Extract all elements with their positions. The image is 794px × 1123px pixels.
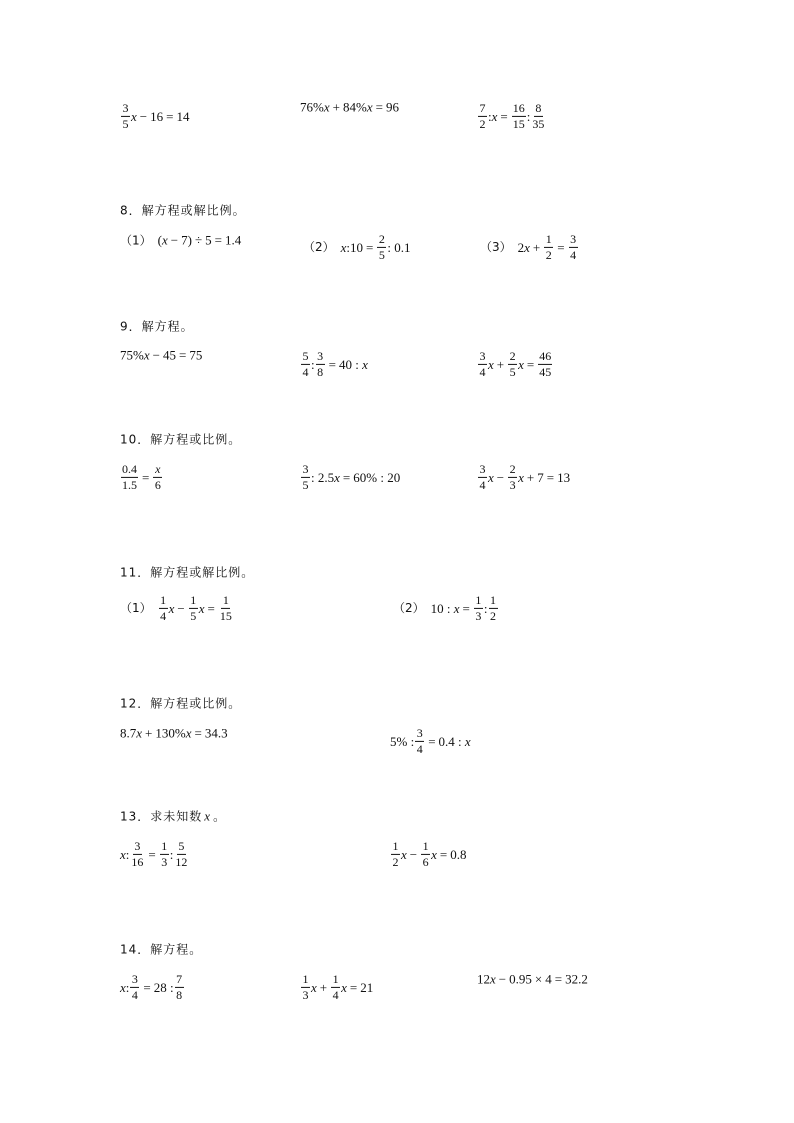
operator: ÷: [194, 232, 203, 248]
variable: x: [120, 846, 126, 862]
term: 4: [545, 971, 552, 987]
fraction: [130, 840, 144, 868]
term: 16: [150, 108, 164, 124]
fraction: [219, 594, 233, 622]
operator: =: [142, 469, 150, 485]
numerator: 1: [190, 592, 197, 607]
operator: =: [166, 108, 174, 124]
term: 75%: [120, 347, 144, 363]
numerator: 1: [222, 592, 229, 607]
q11-heading: [120, 564, 254, 581]
variable: x: [450, 600, 460, 616]
term: 28 :: [153, 979, 174, 995]
denominator: 6: [422, 854, 429, 869]
numerator: 1: [161, 838, 168, 853]
numerator: 46: [539, 348, 552, 363]
fraction: [391, 840, 400, 868]
fraction: [569, 233, 578, 261]
operator: =: [194, 725, 202, 741]
q9-heading: [120, 318, 194, 335]
denominator: 15: [219, 608, 232, 623]
q14-equation-1: [120, 973, 185, 1001]
operator: +: [526, 469, 535, 485]
numerator: 1: [302, 971, 309, 986]
variable: x: [131, 108, 137, 124]
term: 0.4 :: [438, 733, 462, 749]
fraction: [189, 594, 198, 622]
denominator: 45: [539, 364, 552, 379]
fraction: [478, 463, 487, 491]
operator: +: [145, 725, 153, 741]
denominator: 5: [509, 364, 516, 379]
numerator: 3: [131, 971, 138, 986]
term: :10: [346, 239, 364, 255]
item-label: （1）: [120, 233, 152, 247]
variable: x: [358, 356, 368, 372]
term: 40 :: [338, 356, 359, 372]
q14-equation-3: [477, 973, 588, 986]
operator: −: [139, 108, 148, 124]
operator: =: [214, 232, 222, 248]
denominator: 35: [532, 116, 545, 131]
term: 130%: [155, 725, 186, 741]
operator: −: [409, 846, 418, 862]
term: 84%: [342, 99, 367, 115]
denominator: 2: [392, 854, 399, 869]
fraction: [121, 102, 130, 130]
term: 21: [360, 979, 374, 995]
numerator: 1: [332, 971, 339, 986]
operator: +: [532, 239, 541, 255]
fraction: [415, 727, 424, 755]
denominator: 1.5: [122, 477, 137, 492]
term: 7): [181, 232, 192, 248]
operator: =: [143, 979, 151, 995]
term: 76%: [300, 99, 324, 115]
q9-equation-3: [477, 350, 553, 378]
term: 96: [385, 99, 399, 115]
term: 10 :: [430, 600, 451, 616]
operator: =: [526, 356, 535, 372]
numerator: 7: [479, 100, 486, 115]
numerator: 2: [509, 461, 516, 476]
denominator: 5: [302, 477, 309, 492]
heading-text: 9．解方程。: [120, 319, 194, 334]
denominator: 12: [175, 854, 188, 869]
fraction: [160, 840, 169, 868]
variable: x: [143, 347, 150, 363]
heading-text: 10．解方程或比例。: [120, 432, 242, 447]
operator: +: [332, 99, 340, 115]
numerator: 2: [509, 348, 516, 363]
fraction: [489, 594, 498, 622]
denominator: 6: [154, 477, 161, 492]
operator: +: [319, 979, 328, 995]
equation-row0-2: [477, 102, 546, 130]
denominator: 2: [545, 247, 552, 262]
variable: x: [168, 600, 175, 616]
term: 32.2: [565, 971, 588, 987]
fraction: [544, 233, 553, 261]
numerator: 1: [392, 838, 399, 853]
numerator: 8: [535, 100, 542, 115]
variable: x: [341, 979, 347, 995]
variable: x: [185, 725, 192, 741]
operator: −: [152, 347, 160, 363]
q10-equation-2: [300, 463, 400, 491]
denominator: 4: [332, 987, 339, 1002]
term: 13: [557, 469, 571, 485]
term: 7: [537, 469, 544, 485]
fraction: [301, 350, 310, 378]
variable: x: [198, 600, 205, 616]
numerator: 7: [176, 971, 183, 986]
q11-equation-1: [120, 594, 234, 622]
numerator: 16: [512, 100, 525, 115]
operator: =: [349, 979, 358, 995]
q9-equation-1: [120, 349, 202, 362]
variable: x: [334, 469, 340, 485]
q14-equation-2: [300, 973, 373, 1001]
term: : 2.5: [311, 469, 335, 485]
term: 45: [162, 347, 176, 363]
heading-end: 。: [213, 809, 227, 824]
denominator: 5: [190, 608, 197, 623]
denominator: 15: [512, 116, 525, 131]
fraction: [316, 350, 325, 378]
equation-row0-0: [120, 102, 189, 130]
q13-equation-2: [390, 840, 467, 868]
q12-heading: [120, 695, 241, 712]
variable: x: [161, 232, 168, 248]
denominator: 4: [479, 477, 486, 492]
numerator: 3: [134, 838, 141, 853]
numerator: x: [155, 461, 161, 476]
q12-equation-2: [390, 727, 471, 755]
fraction: [538, 350, 552, 378]
heading-text: 12．解方程或比例。: [120, 696, 242, 711]
denominator: 4: [570, 247, 577, 262]
term: 75: [189, 347, 203, 363]
operator: =: [178, 347, 187, 363]
term: :: [311, 356, 315, 372]
term: 14: [176, 108, 190, 124]
denominator: 16: [131, 854, 144, 869]
denominator: 4: [302, 364, 309, 379]
numerator: 1: [545, 231, 552, 246]
variable: x: [490, 971, 496, 987]
term: (: [157, 232, 162, 248]
variable: x: [323, 99, 330, 115]
variable: x: [488, 356, 494, 372]
item-label: （2）: [303, 240, 335, 254]
variable: x: [340, 239, 347, 255]
numerator: 1: [422, 838, 429, 853]
term: 0.95: [509, 971, 532, 987]
operator: −: [496, 469, 505, 485]
term: 60% : 20: [353, 469, 401, 485]
q8-heading: [120, 202, 246, 219]
operator: +: [496, 356, 505, 372]
denominator: 3: [161, 854, 168, 869]
term: :: [125, 846, 130, 862]
q10-heading: [120, 431, 241, 448]
fraction: [508, 463, 517, 491]
numerator: 1: [160, 592, 167, 607]
fraction: [331, 973, 340, 1001]
q10-equation-3: [477, 463, 570, 491]
term: 5% :: [390, 733, 415, 749]
variable: x: [488, 469, 494, 485]
term: 1.4: [224, 232, 242, 248]
operator: −: [177, 600, 185, 616]
fraction: [175, 973, 184, 1001]
denominator: 5: [122, 116, 129, 131]
heading-text: 13．求未知数: [120, 809, 203, 824]
numerator: 2: [378, 231, 385, 246]
operator: =: [546, 469, 555, 485]
term: 12: [477, 971, 490, 987]
numerator: 5: [178, 838, 185, 853]
term: 8.7: [120, 725, 137, 741]
operator: =: [554, 971, 563, 987]
numerator: 3: [479, 348, 486, 363]
denominator: 3: [509, 477, 516, 492]
heading-text: 11．解方程或解比例。: [120, 565, 255, 580]
operator: =: [557, 239, 565, 255]
numerator: 3: [479, 461, 486, 476]
fraction: [421, 840, 430, 868]
denominator: 3: [302, 987, 309, 1002]
operator: =: [462, 600, 470, 616]
fraction: [301, 973, 310, 1001]
numerator: 1: [475, 592, 482, 607]
fraction: [130, 973, 139, 1001]
numerator: 1: [490, 592, 497, 607]
q14-heading: [120, 941, 202, 958]
variable: x: [120, 979, 126, 995]
term: 0.8: [450, 846, 467, 862]
numerator: 0.4: [122, 461, 137, 476]
fraction: [474, 594, 483, 622]
operator: =: [207, 600, 215, 616]
term: 5: [205, 232, 212, 248]
q9-equation-2: [300, 350, 368, 378]
numerator: 3: [122, 100, 129, 115]
operator: −: [170, 232, 179, 248]
numerator: 3: [570, 231, 577, 246]
operator: =: [342, 469, 351, 485]
operator: =: [428, 733, 436, 749]
q13-heading: [120, 808, 226, 825]
denominator: 4: [131, 987, 138, 1002]
term: :: [125, 979, 130, 995]
operator: ×: [534, 971, 543, 987]
operator: =: [375, 99, 383, 115]
denominator: 2: [479, 116, 486, 131]
variable: x: [401, 846, 407, 862]
heading-text: 14．解方程。: [120, 942, 203, 957]
term: 34.3: [204, 725, 228, 741]
fraction: [377, 233, 386, 261]
denominator: 2: [490, 608, 497, 623]
fraction: [478, 350, 487, 378]
heading-text: 8．解方程或解比例。: [120, 203, 246, 218]
numerator: 3: [416, 725, 423, 740]
term: :: [488, 108, 492, 124]
fraction: [512, 102, 526, 130]
denominator: 5: [378, 247, 385, 262]
term: :: [483, 600, 488, 616]
variable: x: [461, 733, 471, 749]
fraction: [153, 463, 162, 491]
term: 2: [517, 239, 525, 255]
numerator: 3: [317, 348, 324, 363]
fraction: [508, 350, 517, 378]
variable: x: [518, 356, 524, 372]
heading-variable: x: [204, 808, 212, 824]
operator: =: [500, 108, 508, 124]
variable: x: [136, 725, 143, 741]
item-label: （3）: [480, 240, 512, 254]
fraction: [159, 594, 168, 622]
variable: x: [491, 108, 498, 124]
term: :: [169, 846, 174, 862]
denominator: 4: [416, 741, 423, 756]
term: : 0.1: [387, 239, 411, 255]
q8-equation-2: [303, 233, 411, 261]
q10-equation-1: [120, 463, 163, 491]
item-label: （1）: [120, 601, 152, 615]
q8-equation-3: [480, 233, 579, 261]
variable: x: [366, 99, 373, 115]
fraction: [174, 840, 188, 868]
operator: =: [366, 239, 374, 255]
variable: x: [524, 239, 530, 255]
denominator: 4: [160, 608, 167, 623]
fraction: [301, 463, 310, 491]
denominator: 4: [479, 364, 486, 379]
fraction: [531, 102, 545, 130]
denominator: 8: [176, 987, 183, 1002]
operator: =: [439, 846, 448, 862]
q8-equation-1: [120, 234, 241, 247]
denominator: 8: [317, 364, 324, 379]
fraction: [121, 463, 138, 491]
operator: −: [498, 971, 507, 987]
numerator: 5: [302, 348, 309, 363]
q13-equation-1: [120, 840, 189, 868]
variable: x: [518, 469, 524, 485]
q12-equation-1: [120, 727, 228, 740]
numerator: 3: [302, 461, 309, 476]
denominator: 3: [475, 608, 482, 623]
variable: x: [431, 846, 437, 862]
term: :: [526, 108, 531, 124]
equation-row0-1: [300, 101, 399, 114]
fraction: [478, 102, 487, 130]
operator: =: [148, 846, 156, 862]
q11-equation-2: [393, 594, 499, 622]
variable: x: [311, 979, 317, 995]
operator: =: [328, 356, 336, 372]
item-label: （2）: [393, 601, 425, 615]
